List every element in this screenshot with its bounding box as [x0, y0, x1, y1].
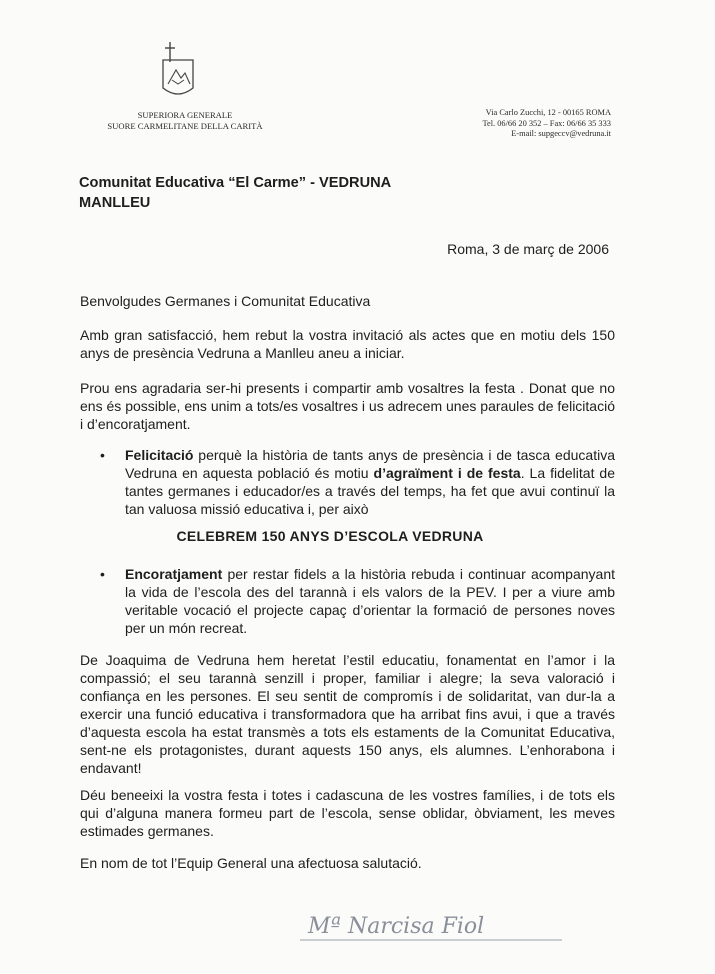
bullet-encoratjament [100, 565, 615, 637]
bullet-1-bold: d’agraïment i de festa [373, 465, 521, 481]
bullet-1-part-a: perquè la història de tants anys de presència i de tasca educativa Vedruna en aquesta població és motiu [125, 447, 615, 481]
letter-date: Roma, 3 de març de 2006 [447, 241, 609, 257]
paragraph-4: Déu beneeixi la vostra festa i totes i cadascuna de les vostres famílies, i de tots els qui d’alguna manera formeu part de l’escola, sense oblidar, òbviament, les meves estimades germanes. [80, 787, 615, 839]
bullet-2-body: per restar fidels a la història rebuda i continuar acompanyant la vida de l’escola des del tarannà i els valors de la PEV. I per a viure amb veritable vocació el projecte capaç d’orientar la formació de persones noves per un món recreat. [125, 566, 615, 636]
bullet-felicitacio [100, 446, 615, 518]
email-line: E-mail: supgeccv@vedruna.it [511, 129, 611, 138]
signature-text: Mª Narcisa Fiol [308, 914, 485, 939]
bullet-2-text [125, 565, 615, 637]
cross-emblem-icon [160, 40, 196, 102]
bullet-dot-icon: • [100, 566, 105, 582]
paragraph-2: Prou ens agradaria ser-hi presents i compartir amb vosaltres la festa . Donat que no ens és possible, ens unim a tots/es vosaltres i us adrecem unes paraules de felicitació i d’encoratjament. [80, 380, 615, 432]
addressee-line-2: MANLLEU [79, 195, 151, 211]
bullet-1-term: Felicitació [125, 447, 194, 463]
addressee-line-1: Comunitat Educativa “El Carme” - VEDRUNA [79, 175, 392, 191]
bullet-2-term: Encoratjament [125, 566, 223, 582]
phone-line: Tel. 06/66 20 352 – Fax: 06/66 35 333 [482, 118, 611, 128]
signature [300, 905, 570, 945]
bullet-dot-icon: • [100, 447, 105, 463]
org-line-1: SUPERIORA GENERALE [137, 110, 233, 120]
addressee-block [79, 173, 391, 213]
contact-info [482, 108, 611, 140]
bullet-1-text [125, 446, 615, 518]
bullet-1-part-c: . La fidelitat de tantes germanes i educador/es a través del temps, ha fet que avui continuï la tan valuosa missió educativa i, per això [125, 465, 615, 517]
section-heading: CELEBREM 150 ANYS D’ESCOLA VEDRUNA [176, 528, 484, 544]
organization-name [100, 110, 270, 132]
salutation: Benvolgudes Germanes i Comunitat Educativa [80, 293, 371, 309]
paragraph-3: De Joaquima de Vedruna hem heretat l’estil educatiu, fonamentat en l’amor i la compassió; el seu tarannà senzill i proper, familiar i alegre; la seva valoració i confiança en les persones. El seu sentit de compromís i de solidaritat, van dur-la a exercir una funció educativa i transformadora que ha arribat fins avui, i que a través d’aquesta escola ha estat transmès a tots els estaments de la Comunitat Educativa, sent-ne els protagonistes, durant aquests 150 anys, els alumnes. L’enhorabona i endavant! [80, 652, 615, 776]
address-line: Via Carlo Zucchi, 12 - 00165 ROMA [485, 108, 611, 117]
org-line-2: SUORE CARMELITANE DELLA CARITÀ [107, 121, 263, 131]
paragraph-1: Amb gran satisfacció, hem rebut la vostra invitació als actes que en motiu dels 150 anys de presència Vedruna a Manlleu aneu a iniciar. [80, 327, 615, 361]
closing-line: En nom de tot l’Equip General una afectuosa salutació. [80, 855, 422, 871]
